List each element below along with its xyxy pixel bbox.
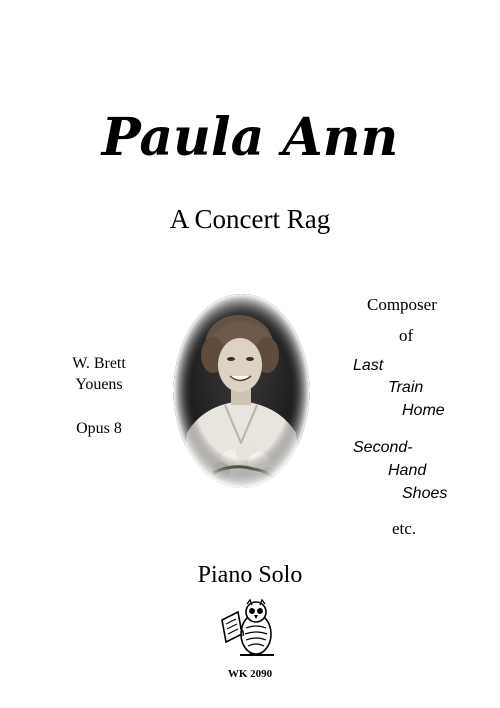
composer-name-line2: Youens bbox=[75, 376, 123, 393]
page-title: Paula Ann bbox=[101, 107, 399, 168]
of-label: of bbox=[399, 326, 414, 345]
composer-name-line1: W. Brett bbox=[72, 355, 126, 372]
work1-line3: Home bbox=[402, 402, 445, 419]
owl-logo-icon bbox=[218, 598, 282, 662]
work2-line1: Second- bbox=[353, 439, 413, 456]
work1-line2: Train bbox=[388, 379, 424, 396]
instrumentation: Piano Solo bbox=[197, 562, 303, 588]
work2-line2: Hand bbox=[388, 462, 427, 479]
opus-number: Opus 8 bbox=[76, 420, 122, 437]
composer-name bbox=[44, 353, 154, 395]
etc-label: etc. bbox=[392, 519, 417, 538]
work1-line1: Last bbox=[353, 357, 384, 374]
page-subtitle: A Concert Rag bbox=[169, 204, 331, 234]
catalog-number: WK 2090 bbox=[227, 668, 273, 680]
portrait-photo bbox=[173, 293, 310, 489]
work2-line3: Shoes bbox=[402, 485, 448, 502]
composer-label: Composer bbox=[367, 295, 437, 314]
